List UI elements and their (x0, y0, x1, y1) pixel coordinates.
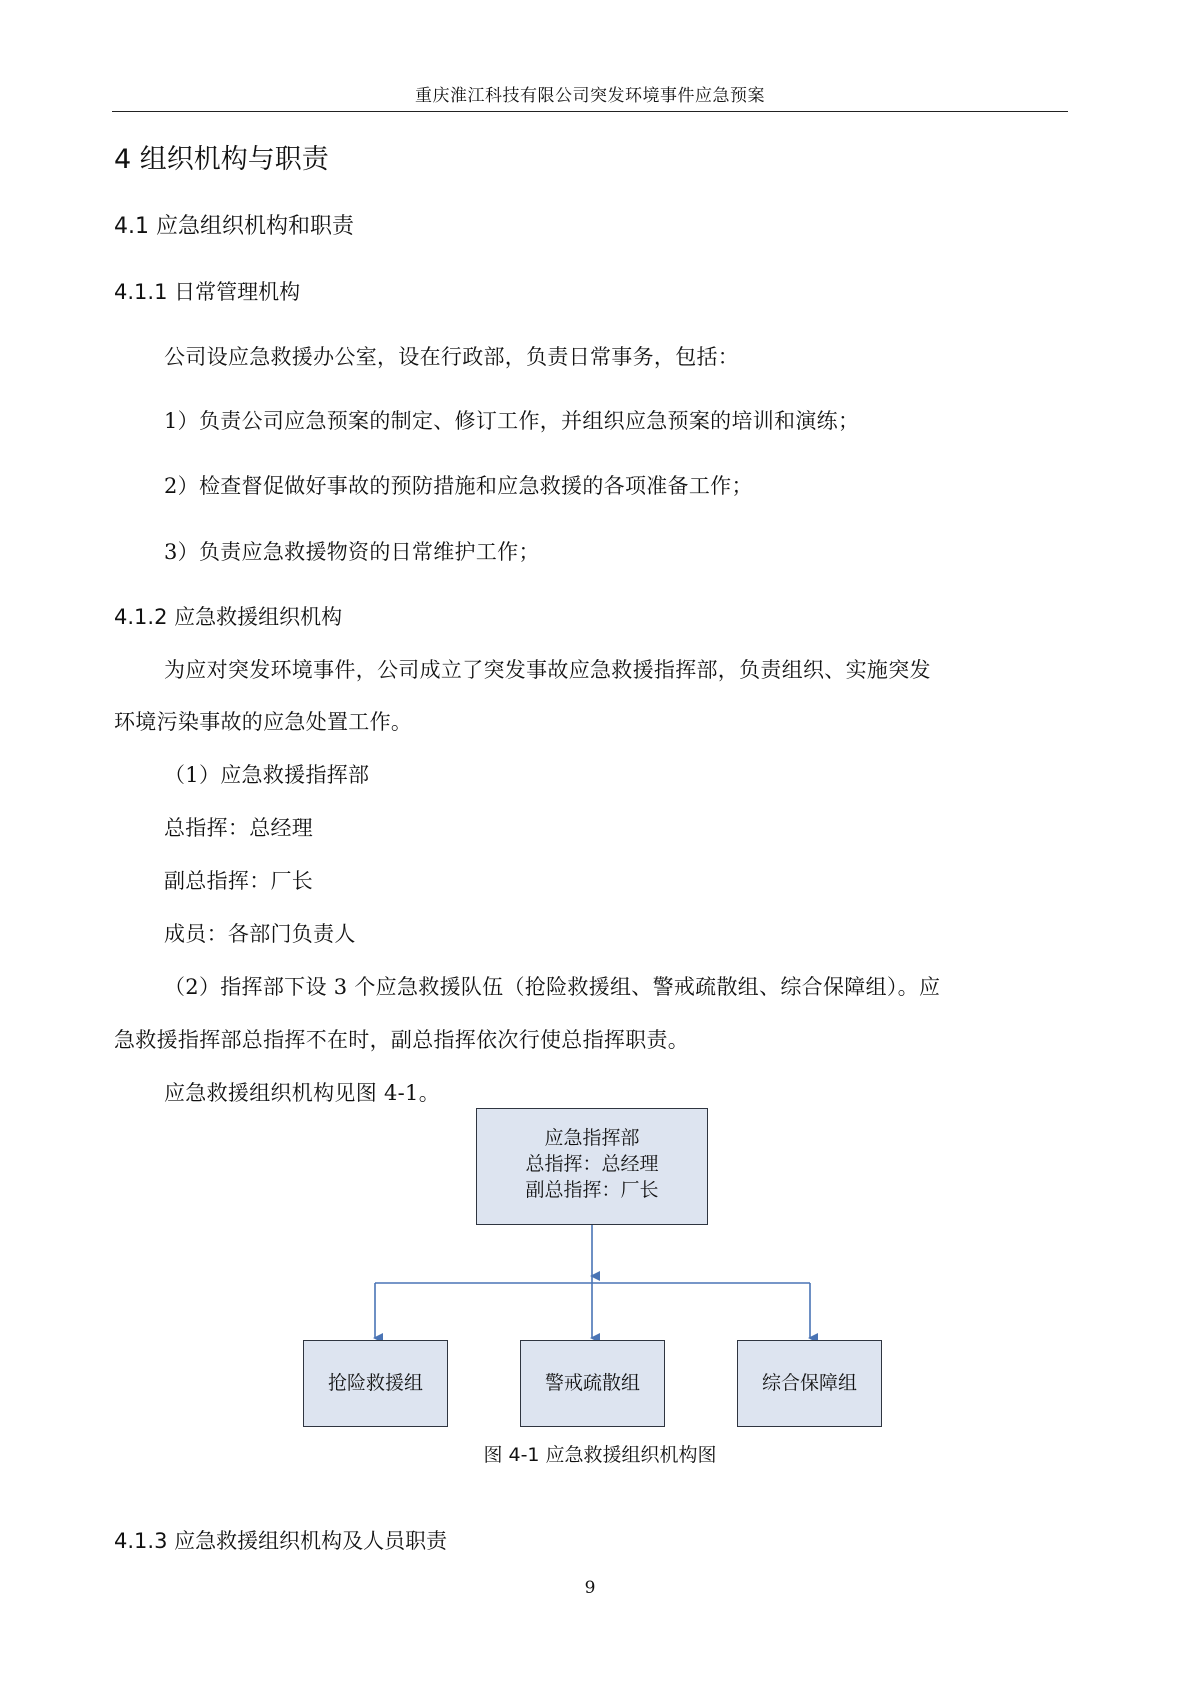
org-chart (270, 1108, 930, 1468)
evacuation-team-box (520, 1340, 665, 1427)
teams-line-1: （2）指挥部下设 3 个应急救援队伍（抢险救援组、警戒疏散组、综合保障组）。应 (164, 975, 941, 999)
command-hq-title: 应急指挥部 (544, 1127, 640, 1149)
command-hq-commander: 总指挥：总经理 (525, 1153, 659, 1175)
chapter-heading: 4 组织机构与职责 (114, 144, 329, 175)
page-header: 重庆淮江科技有限公司突发环境事件应急预案 (415, 86, 765, 106)
figure-reference: 应急救援组织机构见图 4-1。 (164, 1081, 440, 1105)
hq-heading: （1）应急救援指挥部 (164, 763, 370, 787)
subsection-heading-duties: 4.1.3 应急救援组织机构及人员职责 (114, 1529, 448, 1553)
routine-item-3: 3）负责应急救援物资的日常维护工作； (164, 540, 540, 564)
commander-line: 总指挥：总经理 (164, 816, 314, 840)
routine-item-2: 2）检查督促做好事故的预防措施和应急救援的各项准备工作； (164, 474, 753, 498)
subsection-heading-routine: 4.1.1 日常管理机构 (114, 280, 301, 304)
subsection-heading-rescue: 4.1.2 应急救援组织机构 (114, 605, 343, 629)
deputy-commander-line: 副总指挥：厂长 (164, 869, 314, 893)
rescue-team-label: 抢险救援组 (327, 1372, 423, 1394)
section-heading: 4.1 应急组织机构和职责 (114, 214, 354, 239)
rescue-intro-line-2: 环境污染事故的应急处置工作。 (114, 710, 413, 734)
rescue-intro-line-1: 为应对突发环境事件，公司成立了突发事故应急救援指挥部，负责组织、实施突发 (164, 658, 931, 682)
evacuation-team-label: 警戒疏散组 (544, 1372, 640, 1394)
routine-item-1: 1）负责公司应急预案的制定、修订工作，并组织应急预案的培训和演练； (164, 409, 860, 433)
teams-line-2: 急救援指挥部总指挥不在时，副总指挥依次行使总指挥职责。 (114, 1028, 690, 1052)
page-number: 9 (584, 1578, 596, 1598)
rescue-team-box (303, 1340, 448, 1427)
members-line: 成员：各部门负责人 (164, 922, 356, 946)
command-hq-deputy: 副总指挥：厂长 (525, 1179, 659, 1201)
support-team-box (737, 1340, 882, 1427)
support-team-label: 综合保障组 (761, 1372, 857, 1394)
figure-caption: 图 4-1 应急救援组织机构图 (483, 1444, 717, 1466)
command-hq-box (476, 1108, 708, 1225)
header-rule (112, 111, 1068, 112)
routine-intro: 公司设应急救援办公室，设在行政部，负责日常事务，包括： (164, 345, 740, 369)
